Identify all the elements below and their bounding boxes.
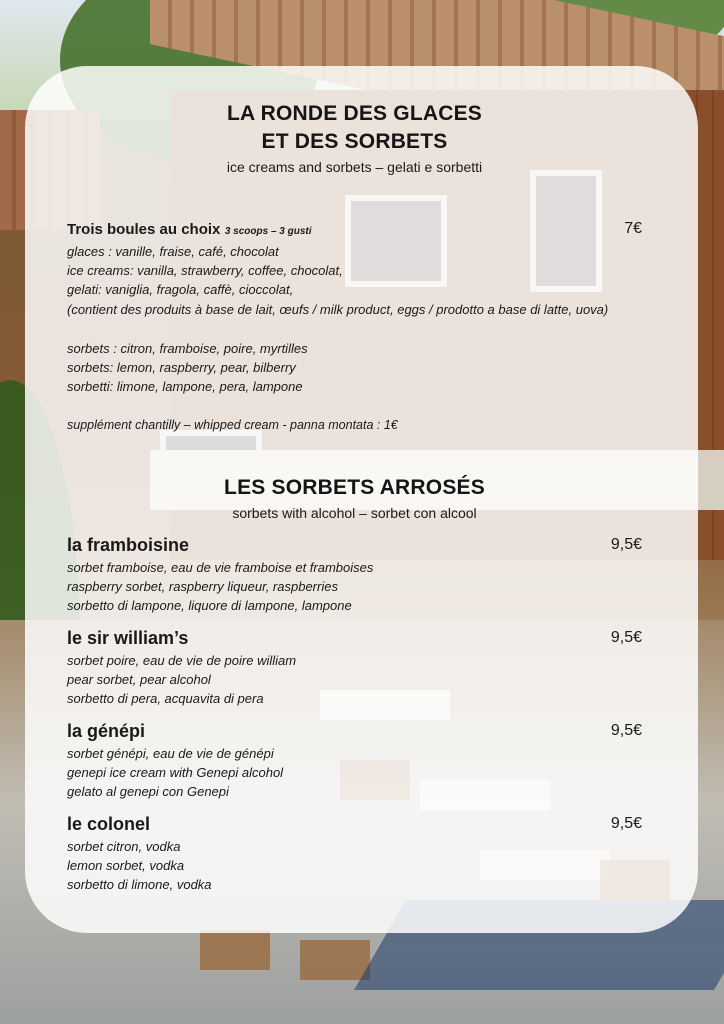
item-name: la génépi [67,721,146,741]
description-line: lemon sorbet, vodka [67,858,185,874]
menu-content [67,100,642,893]
description-line: pear sorbet, pear alcohol [67,672,211,688]
item-price: 9,5€ [610,536,642,553]
section1-subtitle: ice creams and sorbets – gelati e sorbetti [226,159,483,175]
section1-title-line2: ET DES SORBETS [261,130,448,153]
supplement-line: supplément chantilly – whipped cream - panna montata : 1€ [67,418,398,433]
menu-item-three-scoops [67,220,642,436]
item-name: le colonel [67,814,151,834]
description-line: sorbetto di lampone, liquore di lampone, lampone [67,598,352,614]
description-line: sorbet framboise, eau de vie framboise et framboises [67,560,374,575]
glaces-description [67,242,642,319]
item-name-translation: 3 scoops – 3 gusti [224,226,312,237]
item-name: le sir william’s [67,628,189,648]
item-price: 9,5€ [610,629,642,646]
menu-item-sir-williams [67,627,642,709]
section2-title: LES SORBETS ARROSÉS [224,476,485,499]
section-sorbets-alcohol [67,474,642,893]
description-line: sorbet citron, vodka [67,839,181,854]
section1-title-line1: LA RONDE DES GLACES [226,102,483,125]
description-line: sorbets : citron, framboise, poire, myrtilles [67,340,308,356]
description-line: sorbetto di pera, acquavita di pera [67,691,264,707]
description-line: sorbet poire, eau de vie de poire william [67,653,297,668]
section-ice-creams [67,100,642,433]
item-name: la framboisine [67,535,190,555]
menu-item-colonel [67,813,642,895]
description-line: glaces : vanille, fraise, café, chocolat [67,244,279,259]
description-line: sorbets: lemon, raspberry, pear, bilberry [67,360,296,376]
description-line: gelato al genepi con Genepi [67,784,229,800]
item-price: 7€ [624,220,642,237]
section2-subtitle: sorbets with alcohol – sorbet con alcool [232,505,477,521]
sorbets-description [67,339,642,397]
description-line: ice creams: vanilla, strawberry, coffee, chocolat, [67,263,343,279]
item-price: 9,5€ [610,815,642,832]
item-name: Trois boules au choix [67,221,221,238]
description-line: (contient des produits à base de lait, œufs / milk product, eggs / prodotto a base di latte, uova) [67,301,609,317]
description-line: sorbetto di limone, vodka [67,877,212,893]
description-line: raspberry sorbet, raspberry liqueur, raspberries [67,579,338,595]
menu-item-framboisine [67,534,642,616]
menu-item-genepi [67,720,642,802]
item-price: 9,5€ [610,722,642,739]
description-line: gelati: vaniglia, fragola, caffè, cioccolat, [67,282,294,298]
description-line: sorbetti: limone, lampone, pera, lampone [67,379,303,395]
description-line: sorbet génépi, eau de vie de génépi [67,746,274,761]
description-line: genepi ice cream with Genepi alcohol [67,765,284,781]
